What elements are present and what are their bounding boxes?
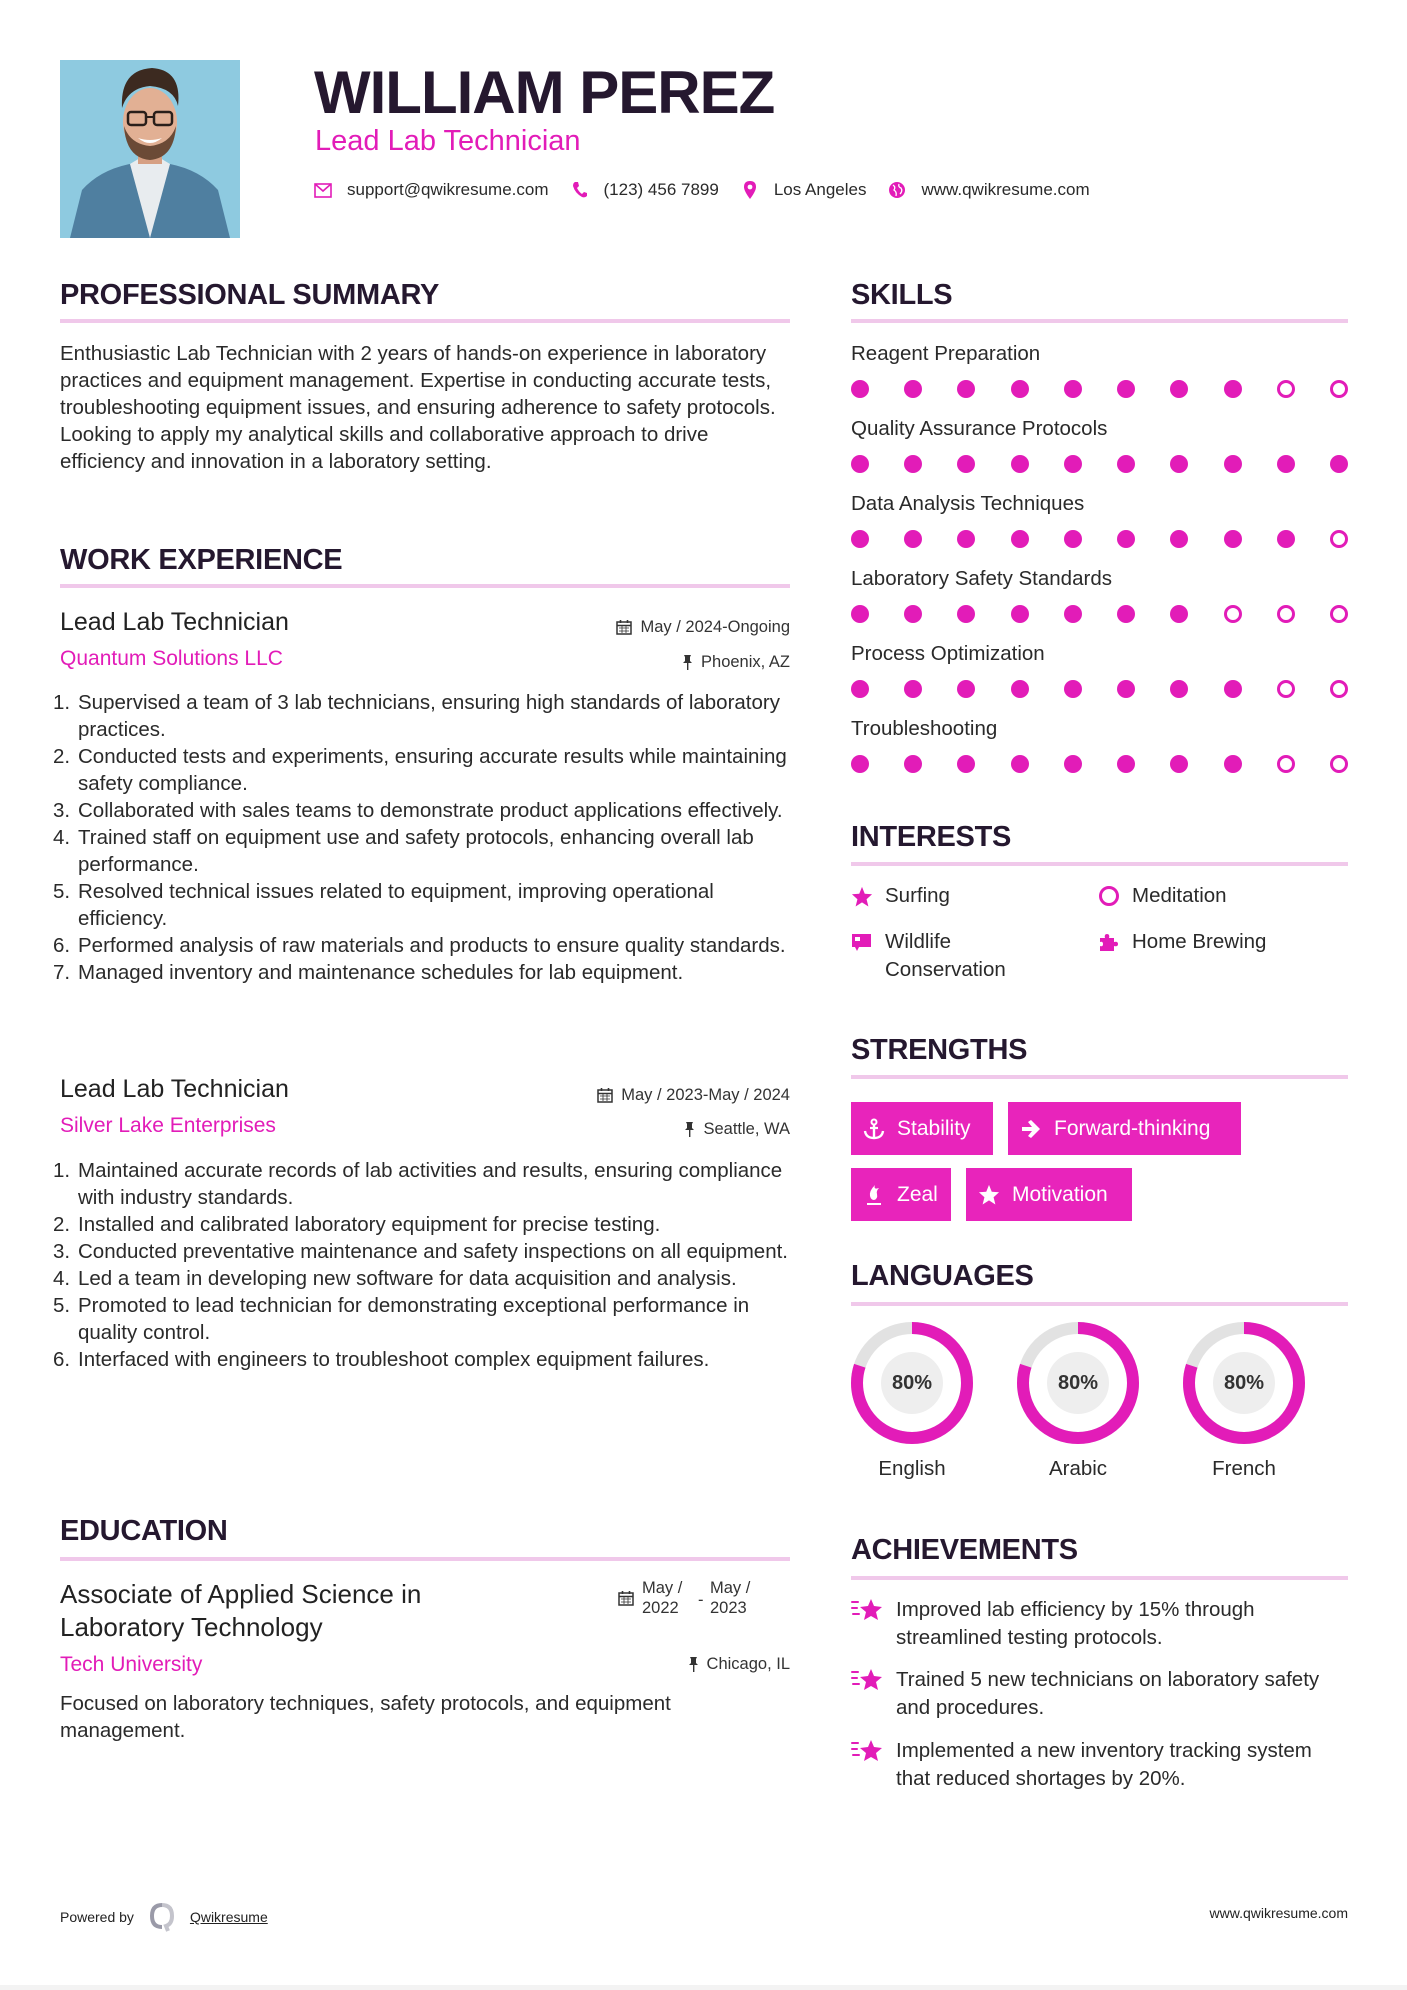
skill-name: Troubleshooting xyxy=(851,717,998,740)
calendar-icon xyxy=(597,1087,613,1103)
section-divider xyxy=(851,1576,1348,1580)
rating-dot-filled xyxy=(1224,380,1242,398)
skill-rating xyxy=(851,605,1348,623)
rating-dot-filled xyxy=(1170,755,1188,773)
section-divider xyxy=(851,1302,1348,1306)
anchor-icon xyxy=(863,1118,885,1140)
interest-item: Home Brewing xyxy=(1098,928,1338,956)
skill-name: Data Analysis Techniques xyxy=(851,492,1085,515)
job-title: Lead Lab Technician xyxy=(60,608,289,636)
section-heading-summary: PROFESSIONAL SUMMARY xyxy=(60,279,440,311)
bullet-item: 5. Promoted to lead technician for demonstrating exceptional performance in quality control. xyxy=(53,1294,750,1344)
job-location xyxy=(682,652,790,672)
job-dates xyxy=(616,617,790,637)
map-pin-icon xyxy=(741,181,759,199)
section-divider xyxy=(60,319,790,323)
section-heading-work: WORK EXPERIENCE xyxy=(60,544,343,576)
email-text: support@qwikresume.com xyxy=(347,180,549,199)
rating-dot-filled xyxy=(1117,605,1135,623)
puzzle-icon xyxy=(1098,931,1120,953)
shooting-star-icon xyxy=(851,1666,885,1694)
job-location-text: Seattle, WA xyxy=(703,1120,790,1138)
rating-dot-filled xyxy=(1277,530,1295,548)
section-divider xyxy=(851,319,1348,323)
bullet-item: 5. Resolved technical issues related to equipment, improving operational efficiency. xyxy=(53,880,714,930)
skill-item xyxy=(851,416,1351,473)
skill-rating xyxy=(851,680,1348,698)
skill-item xyxy=(851,491,1351,548)
location-text: Los Angeles xyxy=(773,180,867,199)
page-bottom-edge xyxy=(0,1985,1407,1990)
rating-dot-filled xyxy=(1170,680,1188,698)
language-item xyxy=(851,1322,973,1482)
rating-dot-filled xyxy=(851,380,869,398)
language-ring xyxy=(1017,1322,1139,1444)
skill-rating xyxy=(851,530,1348,548)
rating-dot-filled xyxy=(904,680,922,698)
rating-dot-filled xyxy=(1117,380,1135,398)
job-location xyxy=(684,1119,790,1139)
pushpin-icon xyxy=(682,654,693,670)
job-company: Silver Lake Enterprises xyxy=(60,1114,276,1137)
summary-text: Enthusiastic Lab Technician with 2 years of hands-on experience in laboratory practices and equipment management. Expertise in conducting accurate tests, troubleshooting equipment issues, and ensuring adherence to safety protocols. Looking to apply my analytical skills and collaborative approach to drive efficiency and innovation in a laboratory setting. xyxy=(60,342,776,473)
rating-dot-filled xyxy=(1330,455,1348,473)
star-icon xyxy=(978,1184,1000,1206)
skill-name: Laboratory Safety Standards xyxy=(851,567,1112,590)
bullet-item: 3. Conducted preventative maintenance and safety inspections on all equipment. xyxy=(53,1240,788,1263)
bullet-item: 4. Led a team in developing new software for data acquisition and analysis. xyxy=(53,1267,737,1290)
rating-dot-filled xyxy=(957,605,975,623)
language-percent: 80% xyxy=(881,1352,943,1414)
skill-item xyxy=(851,341,1351,398)
job-bullets xyxy=(53,689,798,986)
interest-item: Wildlife Conservation xyxy=(851,928,1081,984)
interest-item: Surfing xyxy=(851,882,1081,910)
contact-website[interactable] xyxy=(888,180,1089,200)
bullet-item: 1. Supervised a team of 3 lab technicians, ensuring high standards of laboratory practices. xyxy=(53,691,780,741)
skill-name: Reagent Preparation xyxy=(851,342,1041,365)
shooting-star-icon xyxy=(851,1596,885,1624)
contact-phone[interactable] xyxy=(571,180,719,200)
education-school: Tech University xyxy=(60,1653,203,1676)
education-location: Chicago, IL xyxy=(688,1654,790,1674)
job-dates-text: May / 2024-Ongoing xyxy=(640,618,790,636)
rating-dot-filled xyxy=(957,455,975,473)
rating-dot-filled xyxy=(1170,530,1188,548)
strength-badge: Forward-thinking xyxy=(1008,1102,1241,1155)
rating-dot-filled xyxy=(904,605,922,623)
skill-item xyxy=(851,716,1351,773)
rating-dot-filled xyxy=(1011,680,1029,698)
globe-icon xyxy=(888,181,906,199)
strength-badge: Motivation xyxy=(966,1168,1132,1221)
rating-dot-empty xyxy=(1330,755,1348,773)
strength-badge: Stability xyxy=(851,1102,993,1155)
section-divider xyxy=(60,1557,790,1561)
rating-dot-filled xyxy=(957,380,975,398)
education-end: May / 2023 xyxy=(710,1579,751,1617)
rating-dot-filled xyxy=(1011,455,1029,473)
rating-dot-filled xyxy=(1224,455,1242,473)
language-name: English xyxy=(878,1457,946,1480)
pushpin-icon xyxy=(688,1656,699,1672)
language-item xyxy=(1017,1322,1139,1482)
bullet-item: 7. Managed inventory and maintenance schedules for lab equipment. xyxy=(53,961,684,984)
rating-dot-filled xyxy=(957,755,975,773)
language-name: French xyxy=(1212,1457,1276,1480)
skill-rating xyxy=(851,755,1348,773)
education-description: Focused on laboratory techniques, safety protocols, and equipment management. xyxy=(60,1692,671,1742)
rating-dot-filled xyxy=(851,455,869,473)
rating-dot-filled xyxy=(1224,680,1242,698)
rating-dot-filled xyxy=(851,680,869,698)
rating-dot-empty xyxy=(1330,380,1348,398)
job-dates xyxy=(597,1085,790,1105)
skill-rating xyxy=(851,380,1348,398)
rating-dot-filled xyxy=(1064,380,1082,398)
profile-photo xyxy=(60,60,240,238)
footer-website[interactable]: www.qwikresume.com xyxy=(1209,1905,1348,1921)
section-heading-skills: SKILLS xyxy=(851,279,953,311)
bullet-item: 6. Performed analysis of raw materials and products to ensure quality standards. xyxy=(53,934,786,957)
language-ring xyxy=(1183,1322,1305,1444)
rating-dot-empty xyxy=(1277,755,1295,773)
section-heading-achievements: ACHIEVEMENTS xyxy=(851,1534,1078,1566)
rating-dot-empty xyxy=(1330,530,1348,548)
interest-item: Meditation xyxy=(1098,882,1338,910)
skill-name: Quality Assurance Protocols xyxy=(851,417,1108,440)
rating-dot-filled xyxy=(851,755,869,773)
rating-dot-filled xyxy=(1117,680,1135,698)
bullet-item: 4. Trained staff on equipment use and safety protocols, enhancing overall lab performance. xyxy=(53,826,754,876)
rating-dot-empty xyxy=(1330,605,1348,623)
section-heading-interests: INTERESTS xyxy=(851,821,1012,853)
contact-email[interactable] xyxy=(314,180,549,200)
rating-dot-empty xyxy=(1330,680,1348,698)
bullet-item: 2. Installed and calibrated laboratory equipment for precise testing. xyxy=(53,1213,661,1236)
rating-dot-empty xyxy=(1224,605,1242,623)
footer-powered-by: Powered by Qwikresume xyxy=(60,1902,268,1932)
phone-text: (123) 456 7899 xyxy=(603,180,719,199)
rating-dot-filled xyxy=(1117,755,1135,773)
shooting-star-icon xyxy=(851,1737,885,1765)
website-text: www.qwikresume.com xyxy=(921,180,1090,199)
rating-dot-filled xyxy=(851,605,869,623)
rating-dot-filled xyxy=(1011,605,1029,623)
rating-dot-filled xyxy=(1117,455,1135,473)
section-heading-strengths: STRENGTHS xyxy=(851,1034,1028,1066)
rating-dot-filled xyxy=(904,530,922,548)
arrow-right-icon xyxy=(1020,1118,1042,1140)
rating-dot-filled xyxy=(904,455,922,473)
rating-dot-filled xyxy=(904,755,922,773)
contact-row xyxy=(314,178,1112,202)
candidate-title: Lead Lab Technician xyxy=(315,125,581,157)
section-divider xyxy=(851,1075,1348,1079)
rating-dot-filled xyxy=(1064,755,1082,773)
rating-dot-filled xyxy=(1170,455,1188,473)
rating-dot-filled xyxy=(1224,530,1242,548)
rating-dot-empty xyxy=(1277,605,1295,623)
strength-badge: Zeal xyxy=(851,1168,951,1221)
language-name: Arabic xyxy=(1048,1457,1108,1480)
job-title: Lead Lab Technician xyxy=(60,1075,289,1103)
skill-item xyxy=(851,566,1351,623)
skill-item xyxy=(851,641,1351,698)
rating-dot-filled xyxy=(1064,530,1082,548)
achievement-item: Implemented a new inventory tracking system that reduced shortages by 20%. xyxy=(851,1737,1348,1793)
language-percent: 80% xyxy=(1047,1352,1109,1414)
rating-dot-filled xyxy=(1277,455,1295,473)
rating-dot-filled xyxy=(1170,605,1188,623)
contact-location xyxy=(741,180,867,200)
flag-icon xyxy=(851,931,873,953)
rating-dot-filled xyxy=(957,680,975,698)
job-bullets xyxy=(53,1157,798,1373)
language-item xyxy=(1183,1322,1305,1482)
calendar-icon xyxy=(616,619,632,635)
section-divider xyxy=(851,862,1348,866)
star-icon xyxy=(851,885,873,907)
phone-icon xyxy=(571,181,589,199)
language-percent: 80% xyxy=(1213,1352,1275,1414)
bullet-item: 1. Maintained accurate records of lab activities and results, ensuring compliance with industry standards. xyxy=(53,1159,783,1209)
candidate-name: WILLIAM PEREZ xyxy=(314,59,775,126)
rating-dot-filled xyxy=(1011,380,1029,398)
job-dates-text: May / 2023-May / 2024 xyxy=(621,1086,790,1104)
rating-dot-filled xyxy=(1224,755,1242,773)
bullet-item: 3. Collaborated with sales teams to demonstrate product applications effectively. xyxy=(53,799,783,822)
rating-dot-filled xyxy=(851,530,869,548)
education-degree: Associate of Applied Science in Laboratory Technology xyxy=(60,1579,422,1642)
rating-dot-filled xyxy=(1064,605,1082,623)
flame-icon xyxy=(863,1184,885,1206)
rating-dot-filled xyxy=(1117,530,1135,548)
pushpin-icon xyxy=(684,1121,695,1137)
circle-icon xyxy=(1098,885,1120,907)
rating-dot-filled xyxy=(904,380,922,398)
education-start: May / 2022 xyxy=(642,1579,683,1617)
qwikresume-link[interactable]: Qwikresume xyxy=(189,1909,268,1925)
achievement-item: Trained 5 new technicians on laboratory safety and procedures. xyxy=(851,1666,1348,1722)
language-ring xyxy=(851,1322,973,1444)
rating-dot-filled xyxy=(1064,455,1082,473)
education-dates: May / 2022 - May / 2023 xyxy=(618,1578,766,1618)
job-company: Quantum Solutions LLC xyxy=(60,647,283,670)
rating-dot-filled xyxy=(1170,380,1188,398)
achievement-item: Improved lab efficiency by 15% through streamlined testing protocols. xyxy=(851,1596,1348,1652)
section-heading-languages: LANGUAGES xyxy=(851,1260,1034,1292)
rating-dot-filled xyxy=(1064,680,1082,698)
rating-dot-empty xyxy=(1277,380,1295,398)
qwikresume-logo-icon xyxy=(148,1902,176,1932)
rating-dot-empty xyxy=(1277,680,1295,698)
bullet-item: 2. Conducted tests and experiments, ensuring accurate results while maintaining safety compliance. xyxy=(53,745,787,795)
rating-dot-filled xyxy=(1011,530,1029,548)
job-location-text: Phoenix, AZ xyxy=(701,653,790,671)
calendar-icon xyxy=(618,1590,634,1611)
skill-rating xyxy=(851,455,1348,473)
bullet-item: 6. Interfaced with engineers to troubleshoot complex equipment failures. xyxy=(53,1348,710,1371)
rating-dot-filled xyxy=(1011,755,1029,773)
envelope-icon xyxy=(314,181,332,199)
skill-name: Process Optimization xyxy=(851,642,1045,665)
section-divider xyxy=(60,584,790,588)
rating-dot-filled xyxy=(957,530,975,548)
section-heading-education: EDUCATION xyxy=(60,1515,228,1547)
